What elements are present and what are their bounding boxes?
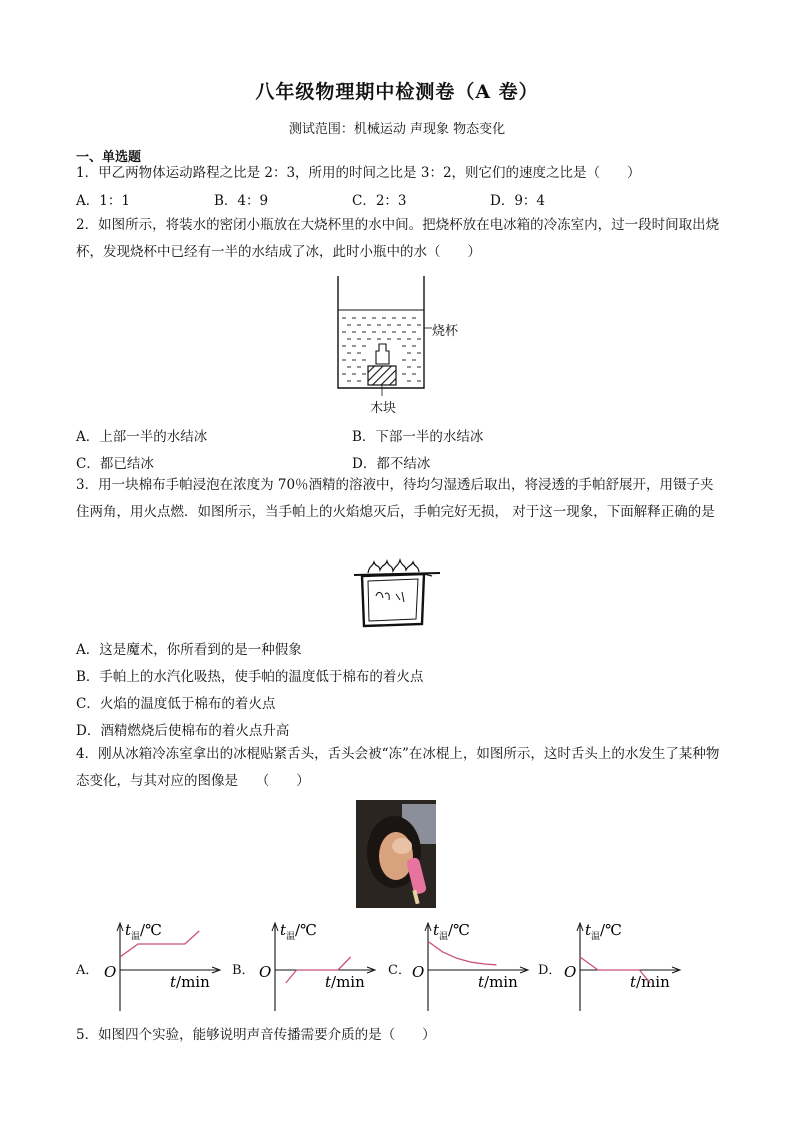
chart-b xyxy=(255,915,390,1015)
q2-option-b: B．下部一半的水结冰 xyxy=(352,429,484,445)
page-subtitle: 测试范围：机械运动 声现象 物态变化 xyxy=(288,122,506,137)
chart-d xyxy=(560,915,695,1015)
origin-label: O xyxy=(412,963,425,981)
question-2-stem: 2．如图所示，将装水的密闭小瓶放在大烧杯里的水中间。把烧杯放在电冰箱的冷冻室内，过一段时间取出烧杯，发现烧杯中已经有一半的水结成了冰，此时小瓶中的水（ ） xyxy=(76,217,720,260)
block-label: 木块 xyxy=(370,401,397,416)
flame-outline xyxy=(368,560,419,573)
photo-face xyxy=(379,832,413,880)
chart-a xyxy=(100,915,235,1015)
temperature-curve xyxy=(428,941,496,964)
page-title: 八年级物理期中检测卷（A 卷） xyxy=(255,81,539,103)
handkerchief-figure xyxy=(352,558,444,630)
small-bottle xyxy=(376,344,389,364)
popsicle-photo xyxy=(356,800,436,908)
wooden-block xyxy=(368,366,396,385)
handkerchief-pattern xyxy=(376,592,404,602)
q1-option-c: C．2：3 xyxy=(352,193,407,209)
x-axis-label: t/min xyxy=(630,973,670,991)
beaker-figure xyxy=(330,274,470,414)
handkerchief-outer xyxy=(362,574,424,626)
chart-d-letter: D． xyxy=(538,963,562,978)
x-axis-label: t/min xyxy=(325,973,365,991)
y-axis-label: $t_温/℃$ xyxy=(585,921,622,942)
q2-option-c: C．都已结冰 xyxy=(76,456,154,472)
x-axis-label: t/min xyxy=(478,973,518,991)
origin-label: O xyxy=(259,963,272,981)
origin-label: O xyxy=(104,963,117,981)
chart-c-letter: C． xyxy=(388,963,411,978)
q1-option-b: B．4：9 xyxy=(214,193,269,209)
q3-option-d: D．酒精燃烧后使棉布的着火点升高 xyxy=(76,723,290,739)
handkerchief-inner xyxy=(368,579,418,621)
q3-option-c: C．火焰的温度低于棉布的着火点 xyxy=(76,696,276,712)
chart-b-letter: B． xyxy=(232,963,255,978)
y-axis-label: $t_温/℃$ xyxy=(280,921,317,942)
q3-option-b: B．手帕上的水汽化吸热，使手帕的温度低于棉布的着火点 xyxy=(76,669,424,685)
origin-label: O xyxy=(564,963,577,981)
x-axis-label: t/min xyxy=(170,973,210,991)
tweezers-tip xyxy=(424,574,432,576)
q2-option-a: A．上部一半的水结冰 xyxy=(76,429,208,445)
section-heading: 一、单选题 xyxy=(76,150,142,165)
photo-hand xyxy=(392,838,412,854)
q2-option-d: D．都不结冰 xyxy=(352,456,431,472)
chart-a-letter: A． xyxy=(76,963,99,978)
beaker-label: 烧杯 xyxy=(432,324,459,339)
q1-option-a: A．1：1 xyxy=(76,193,130,209)
chart-c xyxy=(408,915,543,1015)
question-3-stem: 3．用一块棉布手帕浸泡在浓度为 70％酒精的溶液中，待均匀湿透后取出，将浸透的手帕舒展开，用镊子夹住两角，用火点燃．如图所示，当手帕上的火焰熄灭后，手帕完好无损， 对于这一现象，下面解释正确的是 xyxy=(76,477,715,520)
y-axis-label: $t_温/℃$ xyxy=(125,921,162,942)
q3-option-a: A．这是魔术，你所看到的是一种假象 xyxy=(76,642,302,658)
question-4-stem: 4．刚从冰箱冷冻室拿出的冰棍贴紧舌头，舌头会被“冻”在冰棍上，如图所示，这时舌头上的水发生了某种物态变化，与其对应的图像是 （ ） xyxy=(76,746,720,789)
y-axis-label: $t_温/℃$ xyxy=(433,921,470,942)
question-1-stem: 1．甲乙两物体运动路程之比是 2：3，所用的时间之比是 3：2，则它们的速度之比是（ ） xyxy=(76,165,641,181)
q1-option-d: D．9：4 xyxy=(490,193,546,209)
question-5-stem: 5．如图四个实验，能够说明声音传播需要介质的是（ ） xyxy=(76,1027,436,1043)
